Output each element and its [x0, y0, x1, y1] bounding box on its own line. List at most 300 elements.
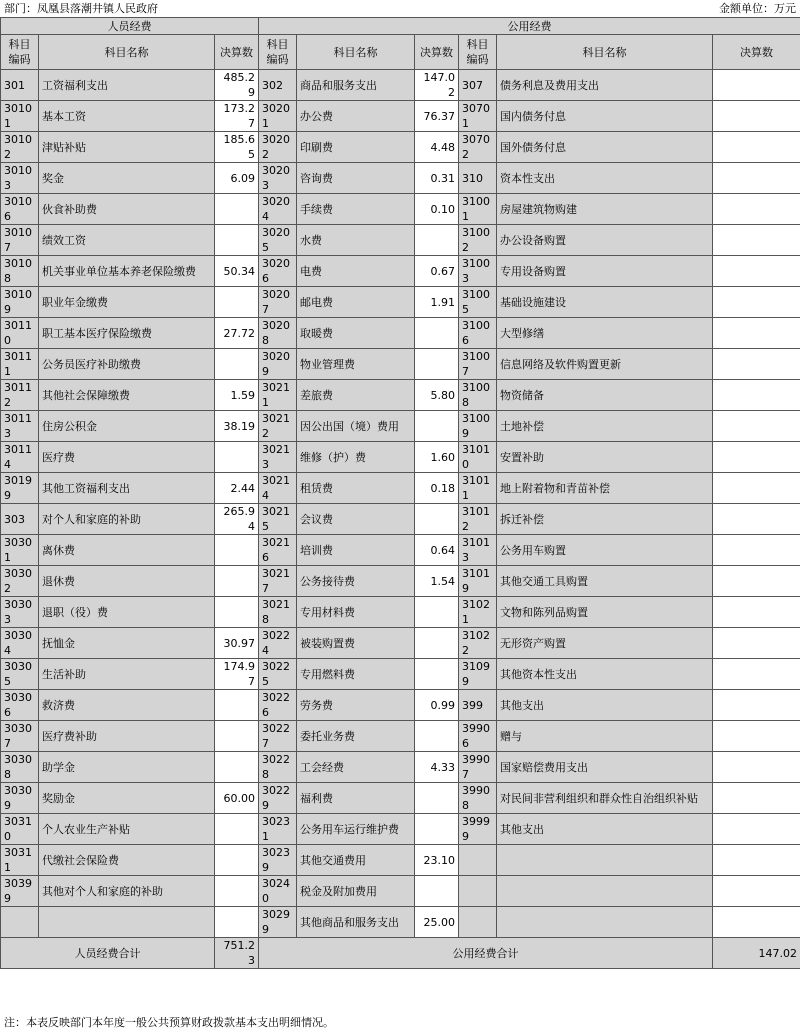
item-name: 福利费 [297, 783, 415, 814]
personnel-total-value: 751.23 [215, 938, 259, 969]
table-row [1, 845, 800, 876]
item-name: 职工基本医疗保险缴费 [39, 318, 215, 349]
item-amount [713, 535, 800, 566]
table-row [1, 535, 800, 566]
table-row [1, 504, 800, 535]
col-name-header: 科目名称 [39, 35, 215, 70]
item-code: 31009 [459, 411, 497, 442]
item-code: 31022 [459, 628, 497, 659]
table-row [1, 473, 800, 504]
item-code: 30108 [1, 256, 39, 287]
item-amount: 185.65 [215, 132, 259, 163]
item-code: 30207 [259, 287, 297, 318]
item-amount [215, 690, 259, 721]
item-name: 取暖费 [297, 318, 415, 349]
item-amount [415, 504, 459, 535]
table-row [1, 907, 800, 938]
item-name: 会议费 [297, 504, 415, 535]
item-amount: 1.54 [415, 566, 459, 597]
item-amount [215, 287, 259, 318]
item-amount [215, 566, 259, 597]
item-amount [713, 318, 800, 349]
table-row [1, 690, 800, 721]
item-code: 30306 [1, 690, 39, 721]
item-amount: 0.99 [415, 690, 459, 721]
item-name: 机关事业单位基本养老保险缴费 [39, 256, 215, 287]
item-name: 基础设施建设 [497, 287, 713, 318]
item-name: 津贴补贴 [39, 132, 215, 163]
item-code: 30701 [459, 101, 497, 132]
item-amount [713, 504, 800, 535]
personnel-total-label: 人员经费合计 [1, 938, 215, 969]
item-name: 个人农业生产补贴 [39, 814, 215, 845]
item-code: 30224 [259, 628, 297, 659]
item-name: 公务员医疗补助缴费 [39, 349, 215, 380]
item-name: 商品和服务支出 [297, 70, 415, 101]
item-code: 30399 [1, 876, 39, 907]
item-amount: 0.67 [415, 256, 459, 287]
table-row [1, 225, 800, 256]
item-amount: 27.72 [215, 318, 259, 349]
item-amount [713, 752, 800, 783]
item-name: 大型修缮 [497, 318, 713, 349]
item-amount: 174.97 [215, 659, 259, 690]
item-name: 专用材料费 [297, 597, 415, 628]
item-name: 拆迁补偿 [497, 504, 713, 535]
item-code: 30211 [259, 380, 297, 411]
item-amount [215, 225, 259, 256]
item-amount [713, 690, 800, 721]
item-amount [415, 814, 459, 845]
item-name: 培训费 [297, 535, 415, 566]
item-code: 30103 [1, 163, 39, 194]
item-code: 30301 [1, 535, 39, 566]
item-code: 30702 [459, 132, 497, 163]
item-code: 30228 [259, 752, 297, 783]
item-amount [713, 101, 800, 132]
item-amount: 265.94 [215, 504, 259, 535]
item-name: 对个人和家庭的补助 [39, 504, 215, 535]
item-name: 其他支出 [497, 690, 713, 721]
item-amount [415, 318, 459, 349]
item-amount: 0.18 [415, 473, 459, 504]
item-code: 30309 [1, 783, 39, 814]
item-name: 被装购置费 [297, 628, 415, 659]
item-amount [713, 256, 800, 287]
item-code: 30229 [259, 783, 297, 814]
item-code: 31006 [459, 318, 497, 349]
table-row [1, 287, 800, 318]
item-amount [215, 845, 259, 876]
table-row [1, 628, 800, 659]
item-amount [415, 659, 459, 690]
table-row [1, 349, 800, 380]
item-amount [713, 814, 800, 845]
item-name: 其他商品和服务支出 [297, 907, 415, 938]
item-name: 物业管理费 [297, 349, 415, 380]
item-amount [215, 907, 259, 938]
item-name: 专用燃料费 [297, 659, 415, 690]
item-name [497, 845, 713, 876]
item-name: 基本工资 [39, 101, 215, 132]
item-code [459, 845, 497, 876]
item-name: 维修（护）费 [297, 442, 415, 473]
col-code-header: 科目编码 [1, 35, 39, 70]
item-code: 30114 [1, 442, 39, 473]
table-row [1, 411, 800, 442]
item-name: 其他对个人和家庭的补助 [39, 876, 215, 907]
item-name: 其他工资福利支出 [39, 473, 215, 504]
item-amount [713, 287, 800, 318]
item-amount [215, 876, 259, 907]
item-code: 30209 [259, 349, 297, 380]
item-code: 30226 [259, 690, 297, 721]
item-name: 奖金 [39, 163, 215, 194]
item-amount [215, 535, 259, 566]
item-name: 赠与 [497, 721, 713, 752]
item-code: 30225 [259, 659, 297, 690]
item-name: 差旅费 [297, 380, 415, 411]
public-group-header: 公用经费 [259, 18, 800, 35]
item-amount [215, 194, 259, 225]
item-code: 30240 [259, 876, 297, 907]
table-row [1, 70, 800, 101]
item-name: 国内债务付息 [497, 101, 713, 132]
item-amount [415, 411, 459, 442]
item-amount [415, 876, 459, 907]
item-code: 30204 [259, 194, 297, 225]
item-name: 公务用车购置 [497, 535, 713, 566]
table-row [1, 659, 800, 690]
table-row [1, 163, 800, 194]
table-row [1, 597, 800, 628]
item-code: 30305 [1, 659, 39, 690]
table-row [1, 380, 800, 411]
item-amount: 0.31 [415, 163, 459, 194]
item-code: 31013 [459, 535, 497, 566]
item-code: 302 [259, 70, 297, 101]
item-name: 医疗费补助 [39, 721, 215, 752]
item-code: 30212 [259, 411, 297, 442]
item-code: 30307 [1, 721, 39, 752]
item-code: 30308 [1, 752, 39, 783]
item-amount [215, 721, 259, 752]
item-name: 债务利息及费用支出 [497, 70, 713, 101]
item-name: 土地补偿 [497, 411, 713, 442]
item-code: 31021 [459, 597, 497, 628]
item-name: 其他社会保障缴费 [39, 380, 215, 411]
item-name: 其他交通费用 [297, 845, 415, 876]
item-code: 30303 [1, 597, 39, 628]
item-code: 31012 [459, 504, 497, 535]
item-amount [713, 349, 800, 380]
item-amount [215, 597, 259, 628]
item-name: 办公设备购置 [497, 225, 713, 256]
item-name [497, 876, 713, 907]
item-name: 退职（役）费 [39, 597, 215, 628]
item-name [39, 907, 215, 938]
table-row [1, 783, 800, 814]
table-row [1, 876, 800, 907]
department-label: 部门：凤凰县落潮井镇人民政府 [4, 2, 158, 15]
item-amount [713, 163, 800, 194]
item-code [1, 907, 39, 938]
item-code: 30112 [1, 380, 39, 411]
item-name: 离休费 [39, 535, 215, 566]
table-row [1, 256, 800, 287]
col-name-header: 科目名称 [297, 35, 415, 70]
item-name: 物资储备 [497, 380, 713, 411]
item-amount [713, 225, 800, 256]
item-amount: 25.00 [415, 907, 459, 938]
item-code: 30302 [1, 566, 39, 597]
item-name: 无形资产购置 [497, 628, 713, 659]
item-amount: 485.29 [215, 70, 259, 101]
personnel-group-header: 人员经费 [1, 18, 259, 35]
item-amount [713, 70, 800, 101]
item-name: 绩效工资 [39, 225, 215, 256]
item-code: 30217 [259, 566, 297, 597]
item-code: 31008 [459, 380, 497, 411]
item-amount [215, 814, 259, 845]
item-amount [713, 132, 800, 163]
item-name: 资本性支出 [497, 163, 713, 194]
item-code: 30231 [259, 814, 297, 845]
col-code-header: 科目编码 [459, 35, 497, 70]
item-name: 印刷费 [297, 132, 415, 163]
item-code: 307 [459, 70, 497, 101]
item-name: 安置补助 [497, 442, 713, 473]
item-name: 手续费 [297, 194, 415, 225]
item-code: 301 [1, 70, 39, 101]
item-code: 30299 [259, 907, 297, 938]
item-name: 租赁费 [297, 473, 415, 504]
item-code: 30304 [1, 628, 39, 659]
item-code: 30213 [259, 442, 297, 473]
item-amount [713, 659, 800, 690]
item-name: 对民间非营利组织和群众性自治组织补贴 [497, 783, 713, 814]
item-name: 国家赔偿费用支出 [497, 752, 713, 783]
item-code: 30216 [259, 535, 297, 566]
item-name: 工会经费 [297, 752, 415, 783]
col-amount-header: 决算数 [415, 35, 459, 70]
item-name: 文物和陈列品购置 [497, 597, 713, 628]
item-code: 30208 [259, 318, 297, 349]
item-name: 邮电费 [297, 287, 415, 318]
item-amount [415, 225, 459, 256]
item-amount [713, 628, 800, 659]
item-name: 救济费 [39, 690, 215, 721]
item-amount [215, 349, 259, 380]
item-code: 30113 [1, 411, 39, 442]
footnote: 注：本表反映部门本年度一般公共预算财政拨款基本支出明细情况。 [4, 1016, 334, 1029]
item-name: 房屋建筑物购建 [497, 194, 713, 225]
item-name: 公务接待费 [297, 566, 415, 597]
item-name: 咨询费 [297, 163, 415, 194]
table-row [1, 442, 800, 473]
item-code: 30109 [1, 287, 39, 318]
table-row [1, 814, 800, 845]
item-name: 助学金 [39, 752, 215, 783]
item-code [459, 876, 497, 907]
item-name: 医疗费 [39, 442, 215, 473]
item-name: 委托业务费 [297, 721, 415, 752]
expenditure-table [0, 17, 800, 969]
item-code: 31002 [459, 225, 497, 256]
item-name [497, 907, 713, 938]
item-code: 30227 [259, 721, 297, 752]
item-amount [713, 597, 800, 628]
item-code: 30102 [1, 132, 39, 163]
item-amount [713, 473, 800, 504]
item-amount: 1.60 [415, 442, 459, 473]
item-code: 31011 [459, 473, 497, 504]
item-amount [713, 721, 800, 752]
table-row [1, 721, 800, 752]
item-name: 住房公积金 [39, 411, 215, 442]
item-name: 因公出国（境）费用 [297, 411, 415, 442]
item-code: 31010 [459, 442, 497, 473]
col-amount-header: 决算数 [215, 35, 259, 70]
item-code: 30214 [259, 473, 297, 504]
item-amount: 38.19 [215, 411, 259, 442]
item-name: 国外债务付息 [497, 132, 713, 163]
item-code: 30107 [1, 225, 39, 256]
item-amount [713, 442, 800, 473]
item-amount: 4.48 [415, 132, 459, 163]
item-code: 30239 [259, 845, 297, 876]
item-code: 30205 [259, 225, 297, 256]
item-code: 30203 [259, 163, 297, 194]
unit-label: 金额单位：万元 [719, 2, 796, 15]
item-name: 工资福利支出 [39, 70, 215, 101]
item-amount: 30.97 [215, 628, 259, 659]
item-code: 30206 [259, 256, 297, 287]
item-code: 30199 [1, 473, 39, 504]
item-amount: 23.10 [415, 845, 459, 876]
item-amount [713, 566, 800, 597]
item-code: 31019 [459, 566, 497, 597]
item-code: 39906 [459, 721, 497, 752]
col-amount-header: 决算数 [713, 35, 800, 70]
item-code: 30202 [259, 132, 297, 163]
table-row [1, 101, 800, 132]
totals-row [1, 938, 800, 969]
item-amount [713, 194, 800, 225]
item-name: 公务用车运行维护费 [297, 814, 415, 845]
item-amount: 147.02 [415, 70, 459, 101]
item-code: 39999 [459, 814, 497, 845]
item-amount: 4.33 [415, 752, 459, 783]
item-name: 水费 [297, 225, 415, 256]
item-amount: 2.44 [215, 473, 259, 504]
item-amount [415, 783, 459, 814]
item-amount: 50.34 [215, 256, 259, 287]
item-code: 310 [459, 163, 497, 194]
item-amount: 1.59 [215, 380, 259, 411]
item-code: 31003 [459, 256, 497, 287]
item-code: 30311 [1, 845, 39, 876]
item-amount [215, 752, 259, 783]
item-amount: 173.27 [215, 101, 259, 132]
item-amount [713, 411, 800, 442]
item-amount [713, 783, 800, 814]
item-code: 30218 [259, 597, 297, 628]
item-code: 31005 [459, 287, 497, 318]
item-amount: 76.37 [415, 101, 459, 132]
item-name: 生活补助 [39, 659, 215, 690]
item-name: 抚恤金 [39, 628, 215, 659]
item-code: 31007 [459, 349, 497, 380]
item-amount [415, 628, 459, 659]
item-name: 电费 [297, 256, 415, 287]
item-amount [713, 907, 800, 938]
item-code: 39907 [459, 752, 497, 783]
item-name: 其他交通工具购置 [497, 566, 713, 597]
table-row [1, 752, 800, 783]
item-name: 地上附着物和青苗补偿 [497, 473, 713, 504]
item-amount [415, 349, 459, 380]
item-amount [415, 597, 459, 628]
item-code: 30111 [1, 349, 39, 380]
table-row [1, 566, 800, 597]
item-code: 30106 [1, 194, 39, 225]
item-amount [415, 721, 459, 752]
item-name: 信息网络及软件购置更新 [497, 349, 713, 380]
item-amount [713, 380, 800, 411]
item-code: 303 [1, 504, 39, 535]
item-name: 职业年金缴费 [39, 287, 215, 318]
item-amount [215, 442, 259, 473]
item-code: 30310 [1, 814, 39, 845]
col-code-header: 科目编码 [259, 35, 297, 70]
item-code: 30110 [1, 318, 39, 349]
item-name: 其他支出 [497, 814, 713, 845]
item-code: 31001 [459, 194, 497, 225]
item-code: 30101 [1, 101, 39, 132]
item-name: 办公费 [297, 101, 415, 132]
item-amount: 5.80 [415, 380, 459, 411]
item-code [459, 907, 497, 938]
item-amount: 0.64 [415, 535, 459, 566]
table-row [1, 194, 800, 225]
item-amount: 1.91 [415, 287, 459, 318]
item-name: 奖励金 [39, 783, 215, 814]
item-name: 劳务费 [297, 690, 415, 721]
public-total-value: 147.02 [713, 938, 800, 969]
item-name: 专用设备购置 [497, 256, 713, 287]
item-amount [713, 876, 800, 907]
item-amount: 0.10 [415, 194, 459, 225]
item-amount: 6.09 [215, 163, 259, 194]
item-code: 30215 [259, 504, 297, 535]
item-code: 399 [459, 690, 497, 721]
item-name: 退休费 [39, 566, 215, 597]
item-name: 代缴社会保险费 [39, 845, 215, 876]
item-amount: 60.00 [215, 783, 259, 814]
item-name: 伙食补助费 [39, 194, 215, 225]
public-total-label: 公用经费合计 [259, 938, 713, 969]
table-row [1, 318, 800, 349]
item-amount [713, 845, 800, 876]
col-name-header: 科目名称 [497, 35, 713, 70]
item-code: 39908 [459, 783, 497, 814]
item-code: 30201 [259, 101, 297, 132]
table-row [1, 132, 800, 163]
item-name: 税金及附加费用 [297, 876, 415, 907]
item-name: 其他资本性支出 [497, 659, 713, 690]
item-code: 31099 [459, 659, 497, 690]
